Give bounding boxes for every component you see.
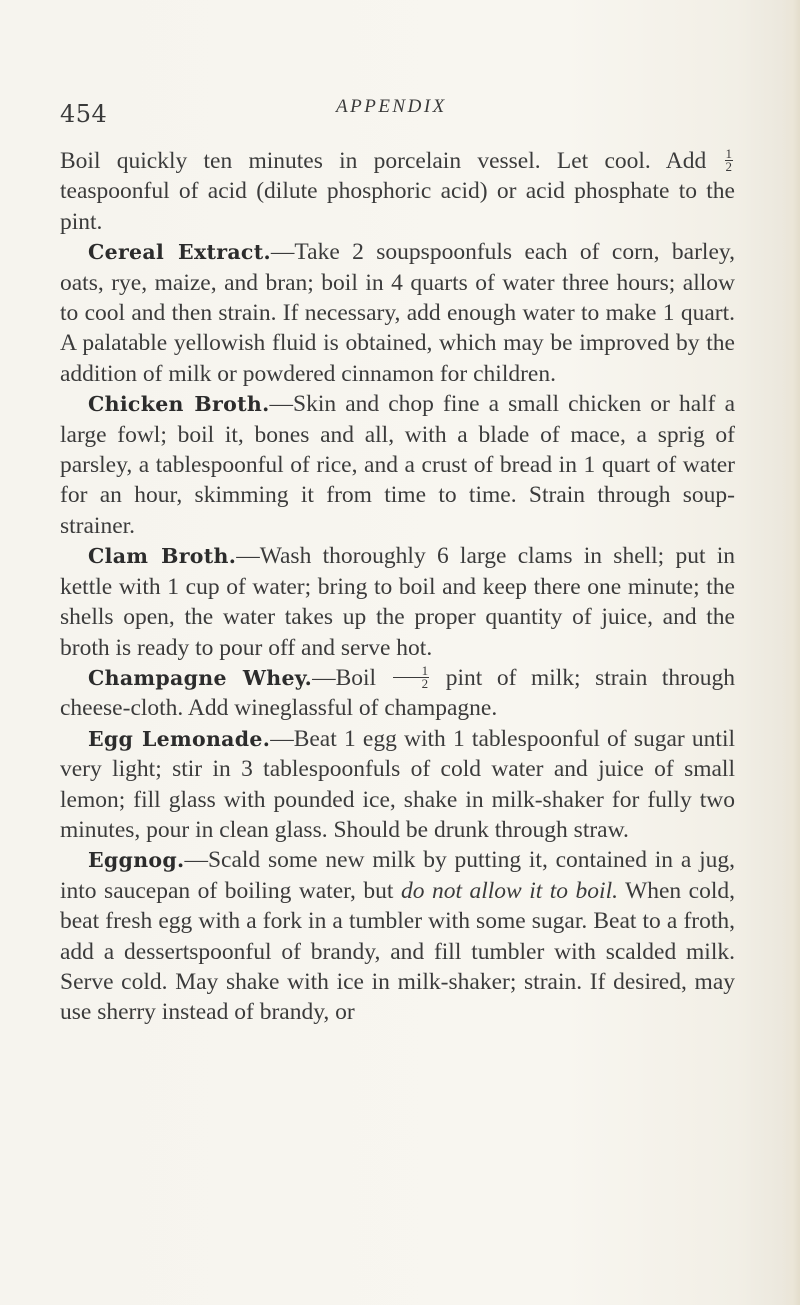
entry-cereal-extract bbox=[60, 237, 735, 389]
fraction-half: $\frac{1}{2}$ bbox=[393, 665, 430, 690]
entry-text: —Beat 1 egg with 1 tablespoonful of sugar until very light; stir in 3 tablespoonfuls of cold water and juice of small lemon; fill glass with pounded ice, shake in milk-shaker for fully two minutes, pour in clean glass. Should be drunk through straw. bbox=[60, 725, 735, 843]
entry-text: —Take 2 soupspoonfuls each of corn, barley, oats, rye, maize, and bran; boil in 4 quarts of water three hours; allow to cool and then strain. If necessary, add enough water to make 1 quart. A palatable yellowish fluid is obtained, which may be improved by the addition of milk or powdered cinnamon for children. bbox=[60, 239, 735, 387]
entry-eggnog: Eggnog.—Scald some new milk by putting it, contained in a jug, into saucepan of boiling water, but do not allow it to boil. When cold, beat fresh egg with a fork in a tumbler with some sugar. Beat to a froth, add a dessertspoonful of brandy, and fill tumbler with scalded milk. Serve cold. May shake with ice in milk-shaker; strain. If desired, may use sherry instead of brandy, or bbox=[60, 847, 736, 1026]
entry-title: Cereal Extract. bbox=[88, 240, 271, 265]
fraction-half: $\frac{1}{2}$ bbox=[725, 146, 732, 175]
entry-title: Chicken Broth. bbox=[88, 392, 270, 417]
entry-title: Clam Broth. bbox=[88, 544, 237, 569]
entry-title: Champagne Whey. bbox=[88, 665, 313, 690]
entry-champagne-whey: Champagne Whey.—Boil $\frac{1}{2}$ pint of milk; strain through cheese-cloth. Add wineglassful of champagne. bbox=[60, 663, 735, 722]
page-number: 454 bbox=[60, 100, 108, 128]
entry-title: Egg Lemonade. bbox=[88, 726, 271, 751]
page-edge-shadow bbox=[782, 0, 800, 1305]
entry-title: Eggnog. bbox=[88, 848, 185, 873]
running-head: APPENDIX bbox=[336, 96, 447, 117]
page-header bbox=[60, 96, 760, 132]
entry-clam-broth bbox=[60, 541, 735, 663]
entry-italic-text: do not allow it to boil. bbox=[400, 877, 618, 904]
paragraph-intro: Boil quickly ten minutes in porcelain vessel. Let cool. Add $\frac{1}{2}$ teaspoonful of acid (dilute phosphoric acid) or acid phosphate to the pint. bbox=[60, 146, 735, 235]
entry-text: —Wash thoroughly 6 large clams in shell; put in kettle with 1 cup of water; bring to boil and keep there one minute; the shells open, the water takes up the proper quantity of juice, and the broth is ready to pour off and serve hot. bbox=[60, 543, 735, 661]
entry-chicken-broth bbox=[60, 389, 735, 541]
entry-text: —Boil bbox=[312, 664, 377, 691]
entry-text: —Skin and chop fine a small chicken or half a large fowl; boil it, bones and all, with a blade of mace, a sprig of parsley, a tablespoonful of rice, and a crust of bread in 1 quart of water for an hour, skimming it from time to time. Strain through soup-strainer. bbox=[60, 391, 736, 539]
page-body bbox=[60, 146, 735, 1028]
entry-egg-lemonade bbox=[60, 724, 735, 846]
entry-text: —Scald some new milk by putting it, contained in a jug, into saucepan of boiling water, but bbox=[60, 847, 735, 904]
